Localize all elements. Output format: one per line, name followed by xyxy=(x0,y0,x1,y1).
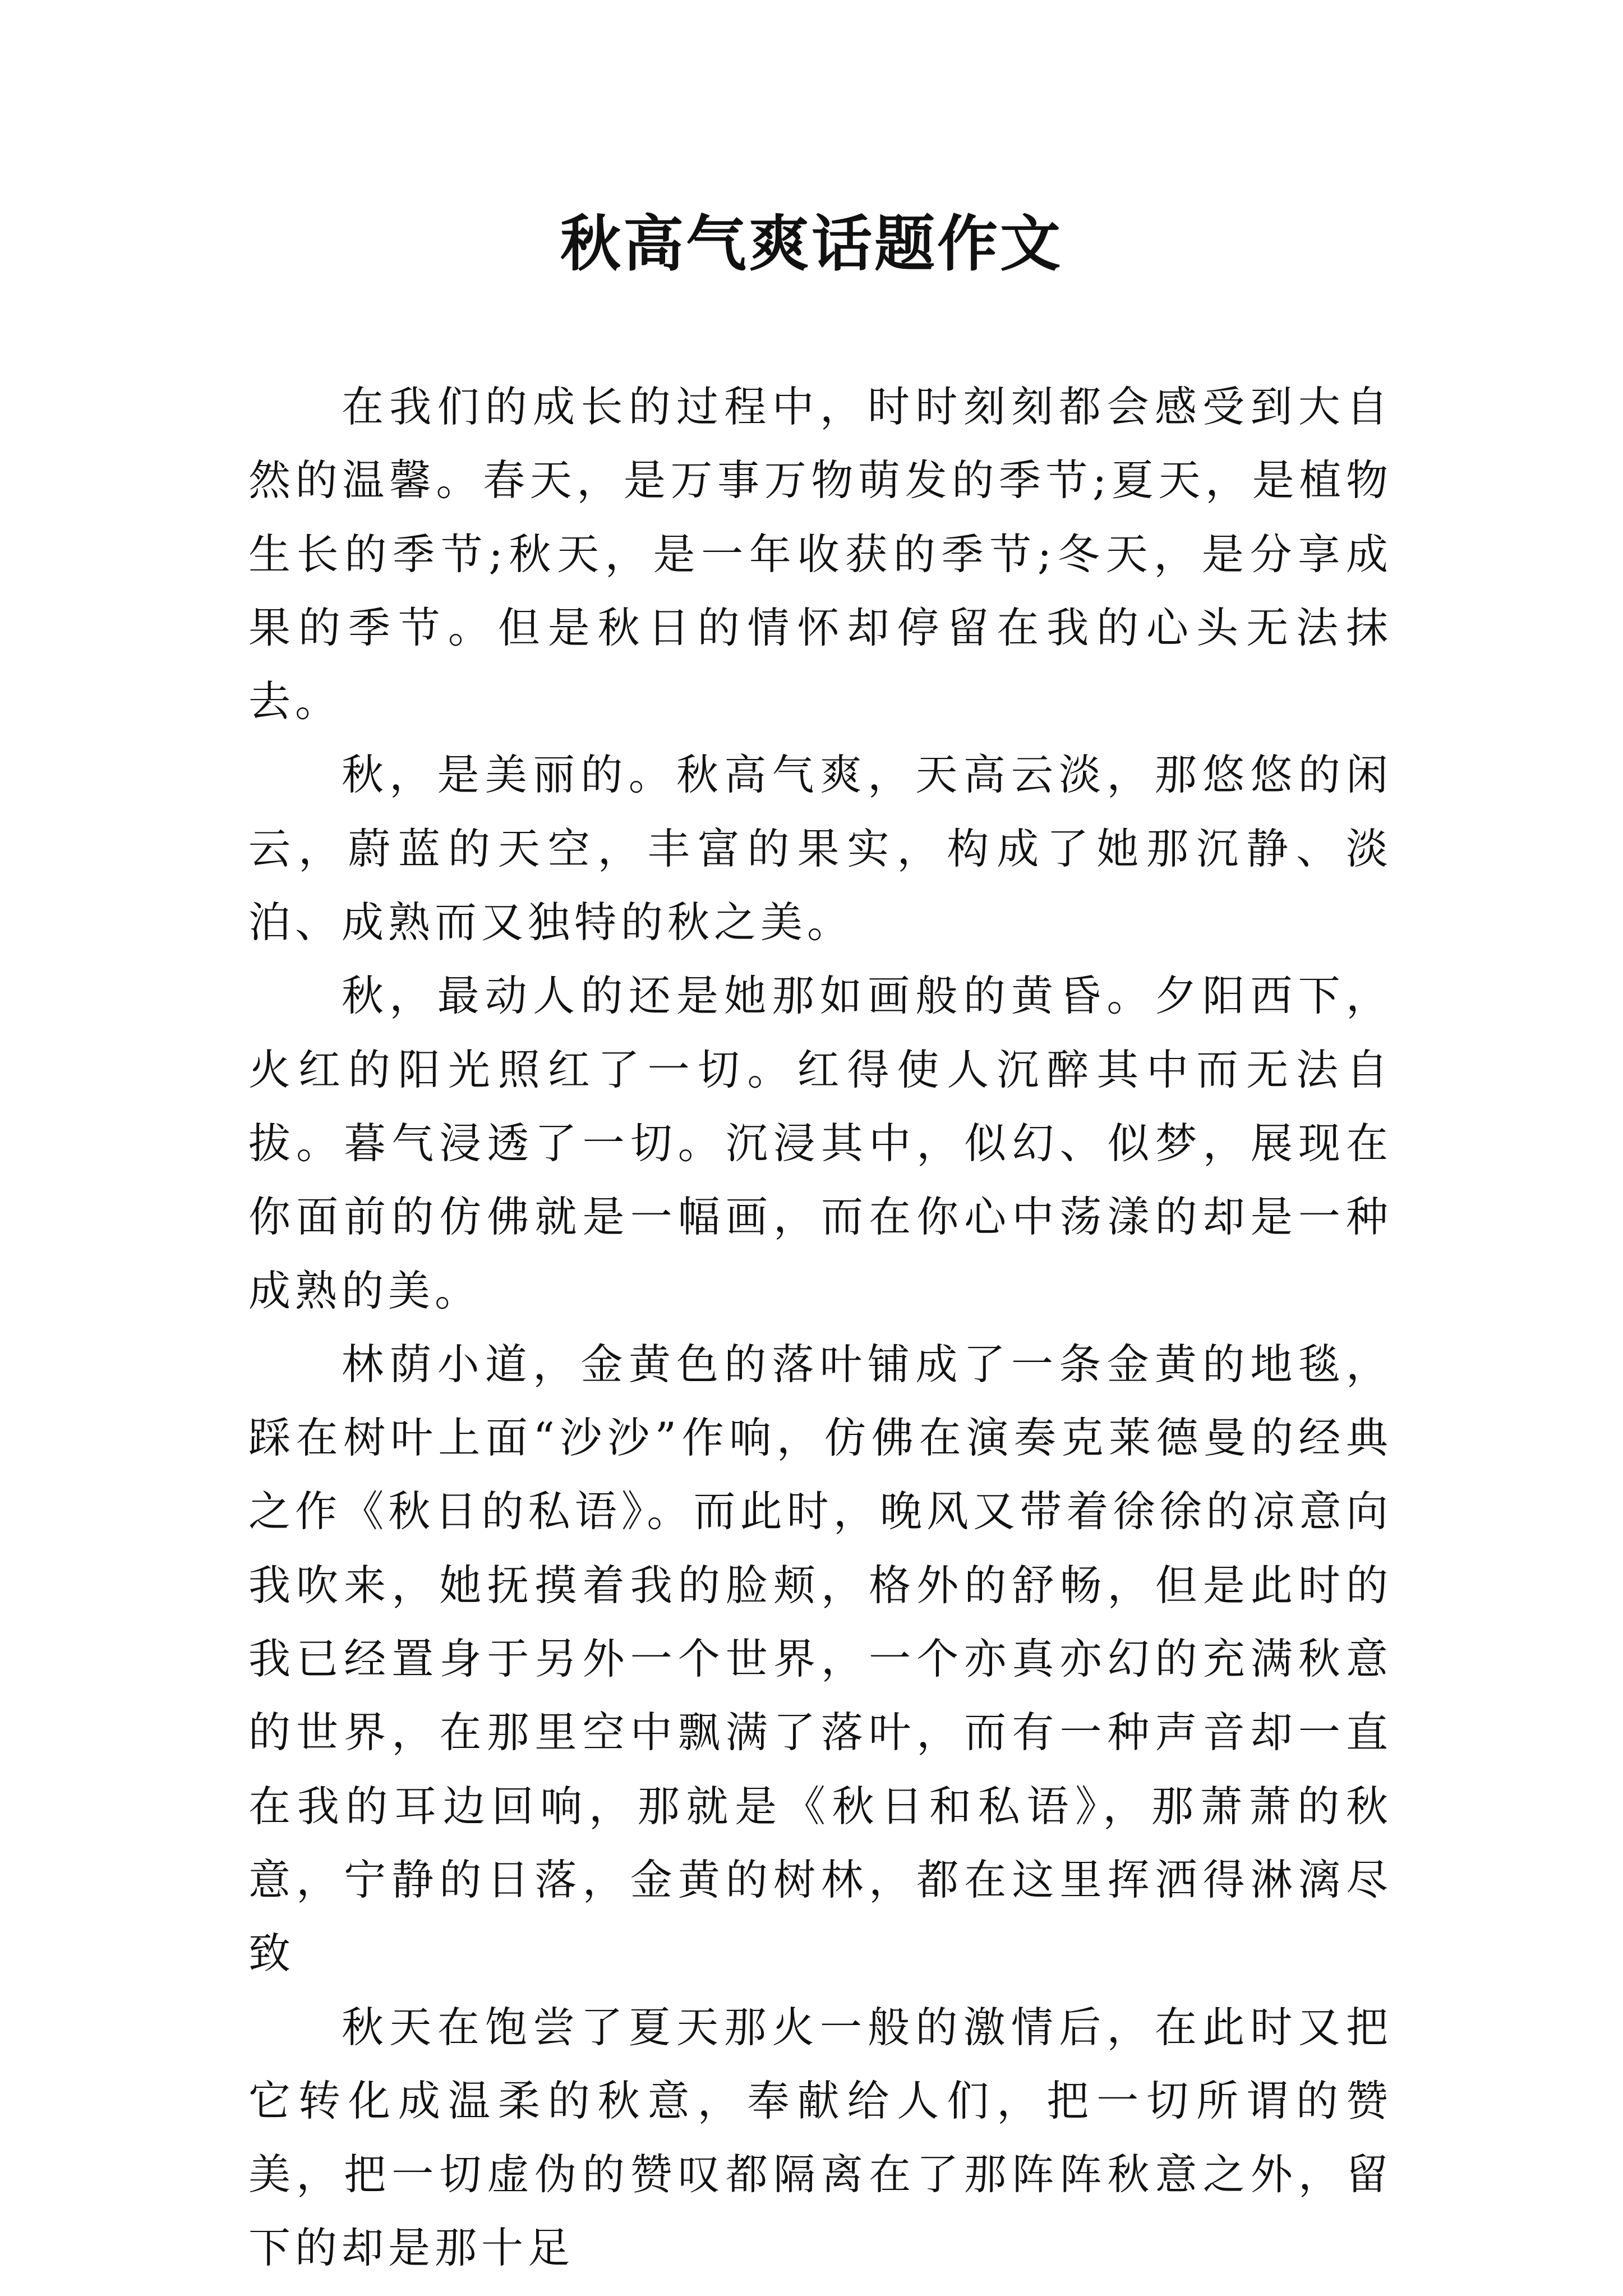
document-title: 秋高气爽话题作文 xyxy=(560,209,1063,279)
paragraph: 秋，最动人的还是她那如画般的黄昏。夕阳西下，火红的阳光照红了一切。红得使人沉醉其中而无法自拔。暮气浸透了一切。沉浸其中，似幻、似梦，展现在你面前的仿佛就是一幅画，而在你心中荡漾的却是一种成熟的美。 xyxy=(248,971,1393,1315)
paragraph: 林荫小道，金黄色的落叶铺成了一条金黄的地毯，踩在树叶上面“沙沙”作响，仿佛在演奏克莱德曼的经典之作《秋日的私语》。而此时，晚风又带着徐徐的凉意向我吹来，她抚摸着我的脸颊，格外的舒畅，但是此时的我已经置身于另外一个世界，一个亦真亦幻的充满秋意的世界，在那里空中飘满了落叶，而有一种声音却一直在我的耳边回响，那就是《秋日和私语》，那萧萧的秋意，宁静的日落，金黄的树林，都在这里挥洒得淋漓尽致 xyxy=(248,1339,1393,1978)
paragraph: 在我们的成长的过程中，时时刻刻都会感受到大自然的温馨。春天，是万事万物萌发的季节;夏天，是植物生长的季节;秋天，是一年收获的季节;冬天，是分享成果的季节。但是秋日的情怀却停留在我的心头无法抹去。 xyxy=(248,382,1393,726)
paragraph: 秋天在饱尝了夏天那火一般的激情后，在此时又把它转化成温柔的秋意，奉献给人们，把一切所谓的赞美，把一切虚伪的赞叹都隔离在了那阵阵秋意之外，留下的却是那十足 xyxy=(248,2002,1393,2273)
paragraph: 秋，是美丽的。秋高气爽，天高云淡，那悠悠的闲云，蔚蓝的天空，丰富的果实，构成了她那沉静、淡泊、成熟而又独特的秋之美。 xyxy=(248,750,1393,947)
document-body xyxy=(248,370,1393,2285)
